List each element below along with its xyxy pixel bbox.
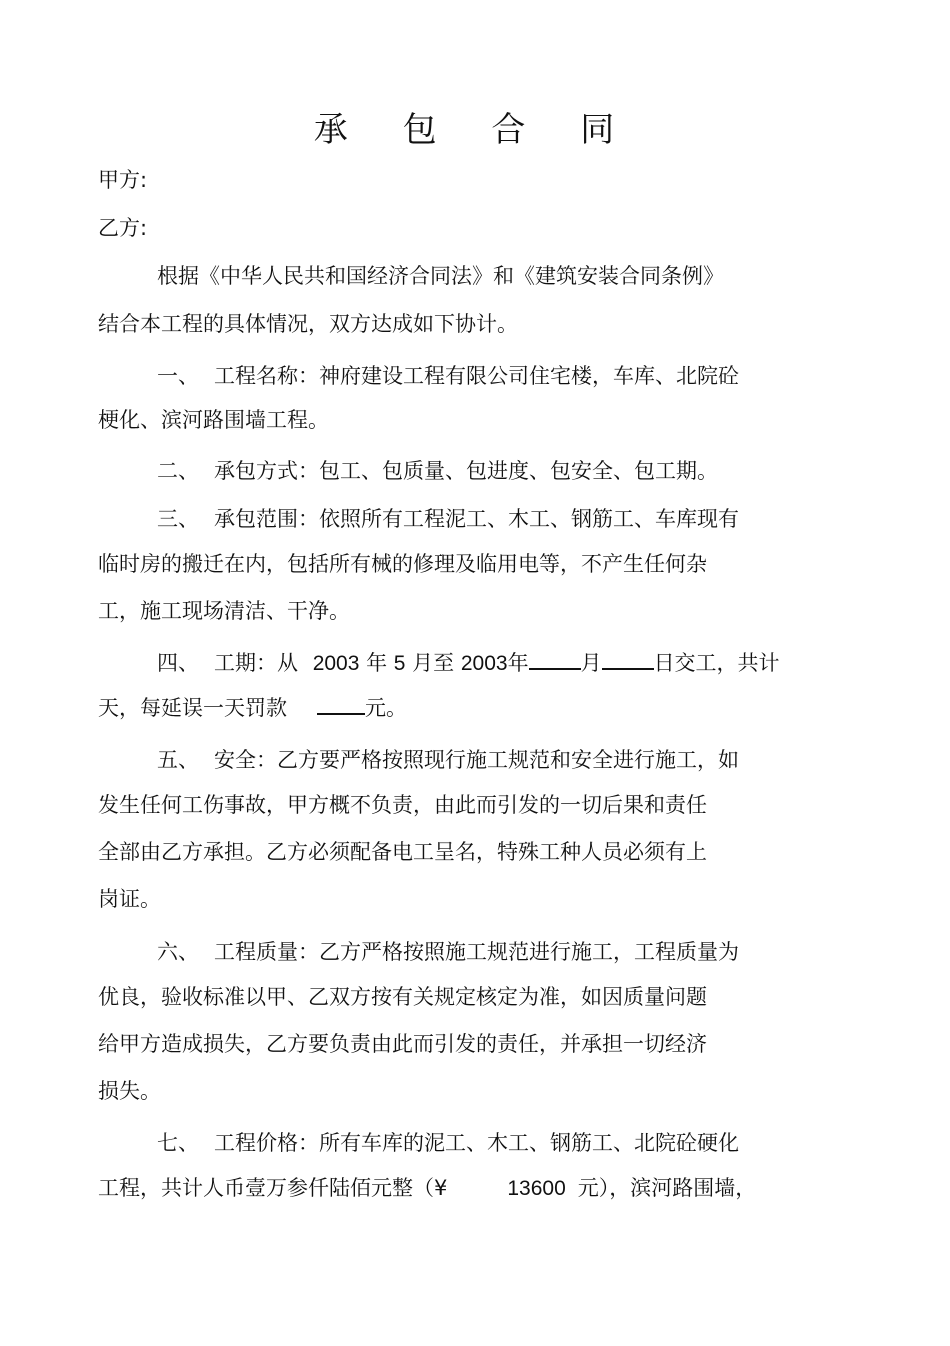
month-to-label: 月至: [412, 651, 455, 675]
start-year: 2003: [312, 652, 360, 675]
clause-3-line-3: 工，施工现场清洁、干净。: [98, 599, 350, 623]
clause-6-line-2: 优良，验收标准以甲、乙双方按有关规定核定为准，如因质量问题: [98, 985, 707, 1009]
clause-3-number: 三、: [157, 507, 199, 531]
month-unit: 月: [580, 651, 602, 675]
clause-5-line-2: 发生任何工伤事故，甲方概不负责，由此而引发的一切后果和责任: [98, 793, 707, 817]
intro-line-2: 结合本工程的具体情况，双方达成如下协计。: [98, 312, 518, 336]
price-label: 工程，共计人币壹万参仟陆佰元整（¥: [98, 1176, 448, 1200]
penalty-label: 天，每延误一天罚款: [98, 696, 287, 720]
party-a-label: 甲方:: [98, 168, 148, 192]
clause-4-line-2: [98, 693, 407, 723]
end-year: 2003: [460, 652, 508, 675]
clause-1-line-1: 工程名称：神府建设工程有限公司住宅楼，车库、北院砼: [214, 364, 739, 388]
end-month-blank: [529, 650, 581, 670]
party-b-label: 乙方:: [98, 216, 148, 240]
clause-3-line-2: 临时房的搬迁在内，包括所有械的修理及临用电等，不产生任何杂: [98, 552, 707, 576]
clause-5-line-1: 安全：乙方要严格按照现行施工规范和安全进行施工，如: [214, 748, 739, 772]
clause-5-line-3: 全部由乙方承担。乙方必须配备电工呈名，特殊工种人员必须有上: [98, 840, 707, 864]
clause-2-number: 二、: [157, 459, 199, 483]
penalty-amount-blank: [317, 695, 365, 715]
clause-1-line-2: 梗化、滨河路围墙工程。: [98, 408, 329, 432]
clause-6-line-3: 给甲方造成损失，乙方要负责由此而引发的责任，并承担一切经济: [98, 1032, 707, 1056]
end-day-blank: [602, 650, 654, 670]
clause-5-number: 五、: [157, 748, 199, 772]
clause-4-number: 四、: [157, 651, 199, 675]
clause-7-line-2: [98, 1173, 756, 1204]
year-unit-1: 年: [366, 651, 388, 675]
clause-6-line-1: 工程质量：乙方严格按照施工规范进行施工，工程质量为: [214, 940, 739, 964]
clause-2-line-1: 承包方式：包工、包质量、包进度、包安全、包工期。: [214, 459, 718, 483]
clause-6-number: 六、: [157, 940, 199, 964]
penalty-unit: 元。: [365, 696, 407, 720]
year-unit-2: 年: [507, 651, 529, 675]
start-month: 5: [393, 652, 406, 675]
document-title: 承 包 合 同: [313, 110, 637, 150]
price-suffix: 元），滨河路围墙，: [577, 1176, 757, 1200]
price-amount: 13600: [507, 1177, 566, 1200]
clause-5-line-4: 岗证。: [98, 887, 161, 911]
completion-label: 日交工，共计: [653, 651, 780, 675]
intro-line-1: 根据《中华人民共和国经济合同法》和《建筑安装合同条例》: [157, 264, 724, 288]
clause-4-schedule-label: 工期：从: [214, 651, 298, 675]
clause-7-line-1: 工程价格：所有车库的泥工、木工、钢筋工、北院砼硬化: [214, 1131, 739, 1155]
clause-1-number: 一、: [157, 364, 199, 388]
clause-6-line-4: 损失。: [98, 1079, 161, 1103]
clause-4-line-1: [214, 648, 780, 679]
clause-3-line-1: 承包范围：依照所有工程泥工、木工、钢筋工、车库现有: [214, 507, 739, 531]
clause-7-number: 七、: [157, 1131, 199, 1155]
